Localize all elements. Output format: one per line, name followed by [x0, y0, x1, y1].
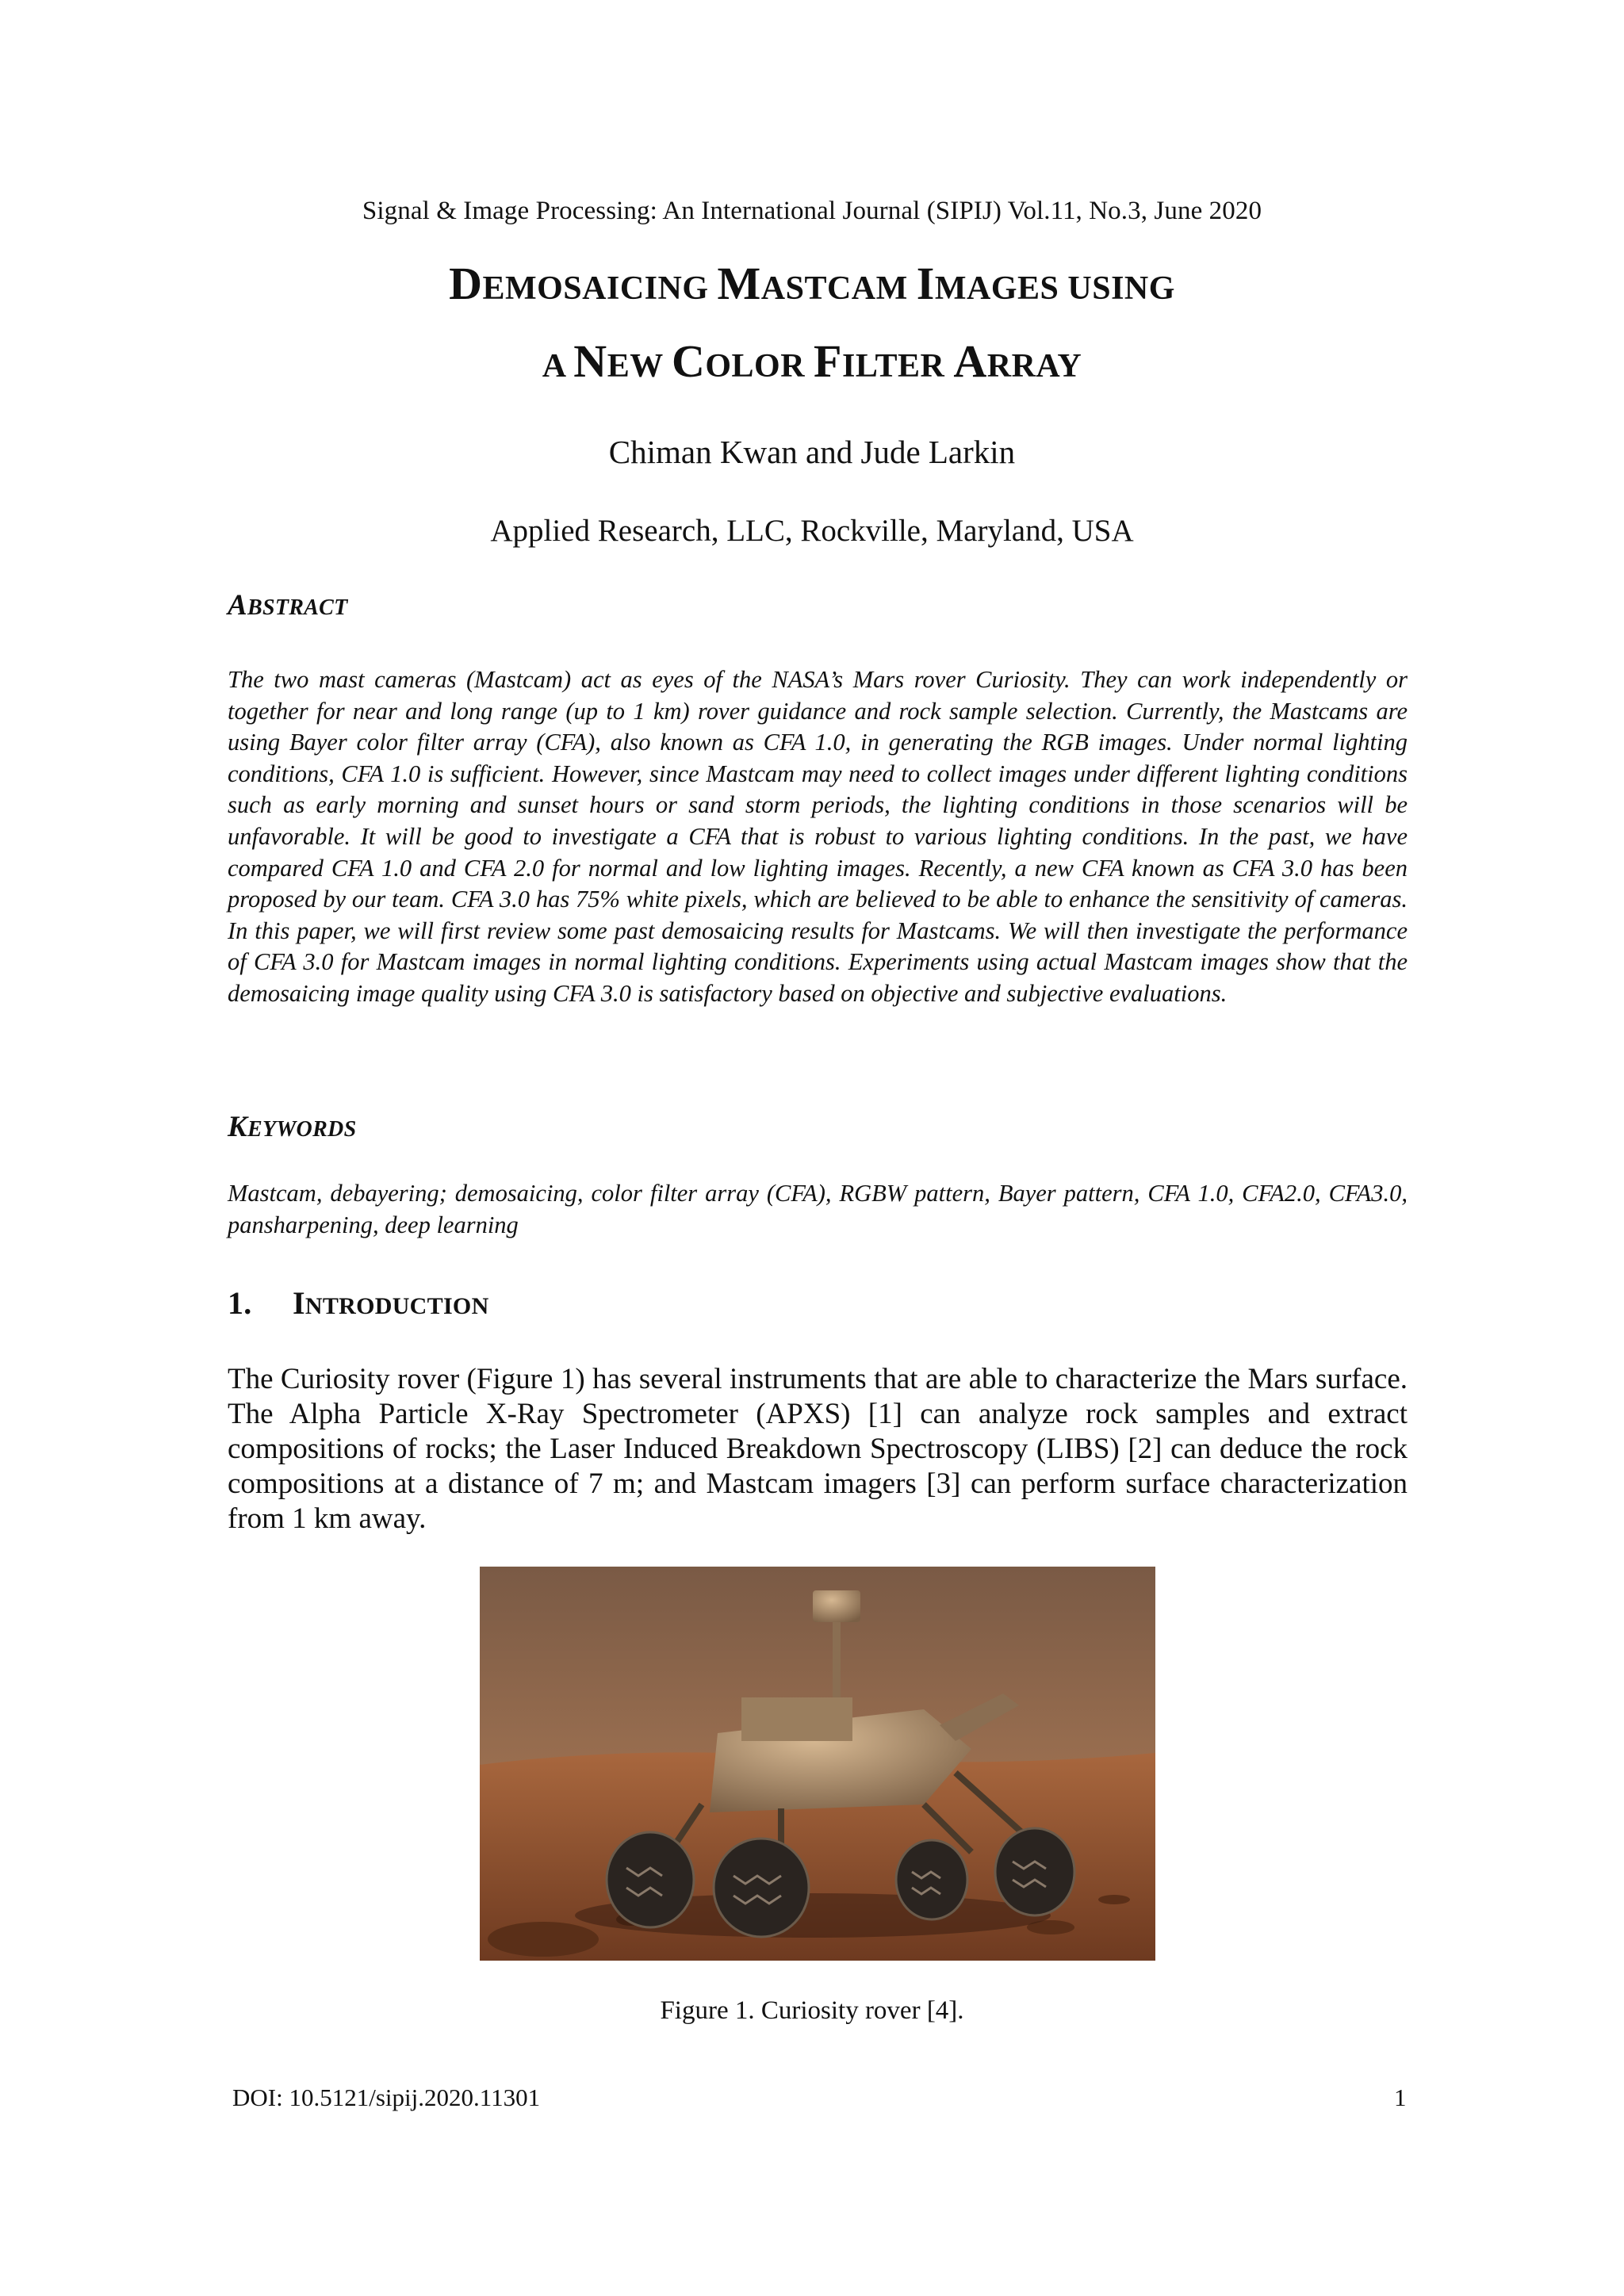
footer-doi: DOI: 10.5121/sipij.2020.11301: [232, 2084, 541, 2111]
introduction-heading: [228, 1284, 489, 1322]
authors: Chiman Kwan and Jude Larkin: [608, 434, 1016, 470]
title-word-rest: OLOR: [705, 348, 806, 385]
rover-deck: [741, 1697, 852, 1741]
figure-curiosity-rover: [480, 1567, 1155, 1961]
rover-illustration: [480, 1567, 1155, 1961]
title-word-rest: A: [542, 348, 565, 385]
rover-wheel: [896, 1840, 967, 1919]
introduction-heading-cap: I: [293, 1285, 305, 1321]
title-word-cap: N: [573, 335, 607, 387]
introduction-heading-rest: NTRODUCTION: [304, 1293, 489, 1319]
keywords-heading-cap: K: [228, 1111, 247, 1143]
keywords-heading: [228, 1110, 356, 1144]
introduction-text: The Curiosity rover (Figure 1) has several instruments that are able to characterize the Mars surface. The Alpha Particle X-Ray Spectrometer (APXS) [1] can analyze rock samples and extract compositions of rocks; the Laser Induced Breakdown Spectroscopy (LIBS) [2] can deduce the rock compositions at a distance of 7 m; and Mastcam imagers [3] can perform surface characterization from 1 km away.: [228, 1363, 1408, 1535]
abstract-heading-rest: BSTRACT: [247, 595, 348, 620]
title-word-rest: ASTCAM: [760, 270, 908, 307]
paper-title-line-1: [0, 247, 1624, 325]
rover-mast: [833, 1622, 841, 1709]
rock: [1098, 1895, 1130, 1904]
journal-header: Signal & Image Processing: An International Journal (SIPIJ) Vol.11, No.3, June 2020: [362, 197, 1262, 225]
figure-caption: Figure 1. Curiosity rover [4].: [660, 1996, 964, 2025]
abstract-heading-cap: A: [228, 589, 247, 622]
title-word-rest: ILTER: [841, 348, 945, 385]
rock: [488, 1922, 599, 1957]
paper-title-line-2: [0, 325, 1624, 403]
title-word-cap: C: [671, 335, 706, 387]
title-word-rest: EW: [607, 348, 663, 385]
title-word-cap: I: [916, 258, 935, 309]
title-word-rest: MAGES USING: [934, 270, 1175, 307]
section-number: 1.: [228, 1285, 252, 1321]
keywords-heading-rest: EYWORDS: [247, 1117, 357, 1142]
title-word-cap: D: [449, 258, 483, 309]
rover-wheel: [714, 1839, 809, 1937]
title-word-cap: M: [717, 258, 761, 309]
title-word-rest: RRAY: [986, 348, 1082, 385]
rover-wheel: [995, 1828, 1074, 1915]
title-word-cap: A: [953, 335, 987, 387]
rover-mast-head: [813, 1590, 860, 1622]
rover-wheel: [607, 1832, 694, 1927]
paper-title: [0, 247, 1624, 403]
abstract-text: The two mast cameras (Mastcam) act as eyes of the NASA’s Mars rover Curiosity. They can work independently or together for near and long range (up to 1 km) rover guidance and rock sample selection. Currently, the Mastcams are using Bayer color filter array (CFA), also known as CFA 1.0, in generating the RGB images. Under normal lighting conditions, CFA 1.0 is sufficient. However, since Mastcam may need to collect images under different lighting conditions such as early morning and sunset hours or sand storm periods, the lighting conditions in those scenarios will be unfavorable. It will be good to investigate a CFA that is robust to various lighting conditions. In the past, we have compared CFA 1.0 and CFA 2.0 for normal and low lighting images. Recently, a new CFA known as CFA 3.0 has been proposed by our team. CFA 3.0 has 75% white pixels, which are believed to be able to enhance the sensitivity of cameras. In this paper, we will first review some past demosaicing results for Mastcams. We will then investigate the performance of CFA 3.0 for Mastcam images in normal lighting conditions. Experiments using actual Mastcam images show that the demosaicing image quality using CFA 3.0 is satisfactory based on objective and subjective evaluations.: [228, 666, 1408, 1007]
abstract-heading: [228, 588, 348, 622]
title-word-rest: EMOSAICING: [482, 270, 709, 307]
page-number: 1: [1394, 2084, 1407, 2111]
keywords-text: Mastcam, debayering; demosaicing, color filter array (CFA), RGBW pattern, Bayer pattern, CFA 1.0, CFA2.0, CFA3.0, pansharpening, deep learning: [228, 1180, 1408, 1238]
affiliation: Applied Research, LLC, Rockville, Maryland, USA: [490, 514, 1134, 548]
title-word-cap: F: [814, 335, 842, 387]
